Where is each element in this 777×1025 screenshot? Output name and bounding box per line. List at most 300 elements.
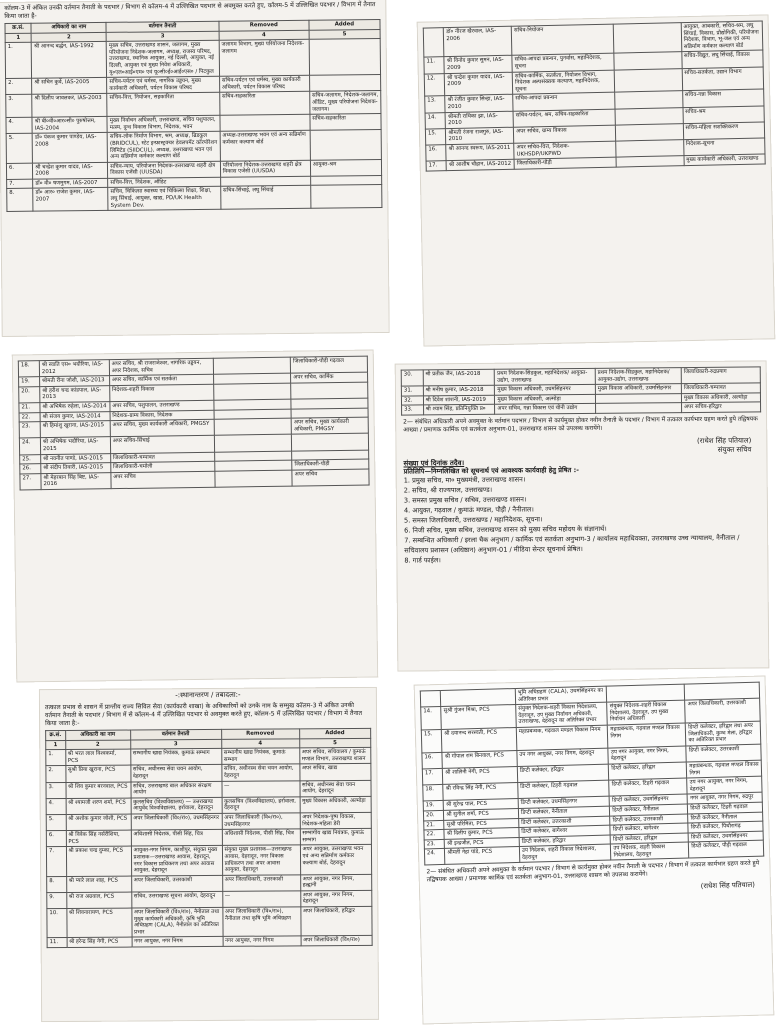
cell-sn: 24.	[19, 438, 40, 454]
cell-sn: 11.	[424, 57, 445, 74]
cell-added: उप नगर आयुक्त, नगर निगम, देहरादून	[687, 776, 762, 794]
photo4-tbody	[401, 367, 760, 415]
cell-current: सचिव-पर्यटन एवं धर्मस्व, नागरिक उड्डयन, मुख्य कार्यकारी अधिकारी, पर्यटन विकास परिषद	[107, 76, 220, 93]
photo4-paragraph: 2— संबंधित अधिकारी अपने अवमुक्त के वर्तमान पदभार / विभाग से कार्यमुक्त होकर नवीन तैनाती के पदभार / विभाग में तत्काल कार्यभार ग्रहण करते हुये तद्विषयक आख्या / प्रमाणक कार्मिक एवं सतर्कता अनुभाग-01, उत्तराखण्ड शासन को उपलब्ध करायेंगे।	[403, 415, 758, 434]
cell-current: अपर सचिव, कार्मिक एवं सतर्कता	[109, 374, 214, 385]
cell-sn: 7.	[46, 847, 66, 877]
cell-removed: संयुक्त निदेशक-शहरी विकास निदेशालय, देहरादून, उप मुख्य निर्वाचन अधिकारी	[607, 700, 686, 725]
cell-name: श्री आनन्द बर्द्धन, IAS-1992	[31, 42, 106, 79]
cell-removed	[595, 403, 681, 413]
cell-added: आयुक्त, आबकारी, सचिव-श्रम, लघु सिंचाई, विकास, प्रौद्योगिकी, परियोजना निदेशक, विभाग, भू-जल एवं अन्य सन्निर्माण कर्मकार कल्याण बोर्ड	[681, 21, 763, 52]
cell-added: सचिव-विद्युत, लघु सिंचाई, विकास	[681, 50, 763, 68]
cell-name: श्री अभिषेक रुहेला, IAS-2014	[40, 402, 110, 413]
cell-removed: डिप्टी कलेक्टर, उत्तरकाशी	[610, 814, 688, 826]
cell-sn: 12.	[424, 73, 445, 96]
cell-removed: डिप्टी कलेक्टर, हरिद्वार	[611, 833, 689, 845]
cell-name: श्री अभिषेक भदौरिया, IAS-2015	[40, 437, 110, 454]
cell-name: श्री विवेक सिंह नर्सरीशिया, PCS	[66, 830, 131, 847]
colnum: 5	[309, 29, 380, 39]
col-added: Added	[309, 20, 380, 30]
cell-current: जिलाधिकारी-चमोली	[110, 461, 215, 472]
cell-sn: 17.	[422, 768, 443, 785]
cell-current: सचिव-नियोजन	[511, 24, 613, 55]
cell-current: डिप्टी कलेक्टर, हरिद्वार	[519, 835, 611, 847]
document-photo-3	[12, 349, 379, 682]
cell-removed: अपर जिलाधिकारी (वि०/रा०), उधमसिंहनगर	[222, 813, 300, 830]
cell-sn: 19.	[19, 377, 40, 387]
col-removed: Removed	[221, 729, 299, 739]
cell-removed: सचिव-सिंचाई, लघु सिंचाई	[220, 186, 310, 210]
cell-name: श्रीमती नेहा पांडे, PCS	[445, 847, 520, 865]
photo5-tbody	[46, 748, 372, 948]
cell-name: श्री प्रतीक जैन, IAS-2018	[423, 369, 495, 386]
cell-removed: सचिव-पर्यटन एवं धर्मस्व, मुख्य कार्यकारी अधिकारी, पर्यटन विकास परिषद	[219, 75, 309, 92]
colnum: 3	[106, 31, 219, 42]
cell-removed: डिप्टी कलेक्टर, नैनीताल	[610, 804, 688, 816]
cell-sn: 18.	[18, 361, 39, 377]
photo6-tbody	[420, 682, 763, 865]
cell-removed: डिप्टी कलेक्टर, हरिद्वार	[609, 762, 687, 780]
cell-added: अपर सचिव	[292, 469, 369, 486]
list-item: 4. आयुक्त, गढ़वाल / कुमाऊं मण्डल, पौड़ी / नैनीताल।	[403, 505, 534, 515]
col-sn: क्र.सं.	[5, 23, 31, 33]
cell-current: अपर सचिव, ग्राम्य विकास	[513, 125, 615, 143]
cell-removed: प्रथम निदेशक-सिडकुल, महानिदेशक/आयुक्त-उद्योग, उत्तराखण्ड	[595, 368, 681, 385]
cell-current: अपर सचिव	[111, 471, 216, 489]
cell-added: जिलाधिकारी-पौड़ी	[292, 459, 369, 470]
cell-added: जिलाधिकारी-चम्पावत	[681, 383, 760, 393]
cell-current: सचिव, अधीनस्थ सेवा चयन आयोग, देहरादून	[130, 765, 221, 782]
cell-added: अपर जिलाधिकारी, हरिद्वार	[300, 906, 372, 936]
cell-name: श्री सुनील शर्मा, PCS	[444, 808, 519, 820]
cell-current: मुख्य विकास अधिकारी, उधमसिंहनगर	[495, 385, 596, 395]
cell-sn	[423, 28, 444, 58]
cell-name: श्री शिव कुमार बरनवाल, PCS	[65, 782, 130, 799]
list-item: 1. प्रमुख सचिव, मा० मुख्यमंत्री, उत्तराखण्ड शासन।	[403, 475, 526, 485]
table-row	[20, 469, 369, 490]
cell-added: जिलाधिकारी-रुद्रप्रयाग	[681, 367, 760, 384]
cell-sn: 5.	[46, 814, 66, 830]
cell-sn: 32.	[401, 396, 423, 406]
cell-name: श्री दिलीप कुमार, PCS	[444, 828, 519, 840]
photo3-tbody	[18, 356, 369, 490]
cell-current: महाप्रबन्धक, गढ़वाल मण्डल विकास निगम	[516, 725, 608, 750]
table-row	[5, 39, 380, 79]
cell-name: श्री श्यामजी शरण शर्मा, PCS	[66, 798, 131, 815]
cell-sn: 13.	[425, 96, 446, 113]
cell-sn: 3.	[6, 95, 32, 118]
cell-current: सचिव, उत्तराखण्ड बाल अधिकार संरक्षण आयोग	[130, 781, 221, 798]
photo6-table	[420, 682, 764, 866]
cell-name: डॉ० आर० राजेश कुमार, IAS-2007	[33, 188, 108, 212]
cell-removed: उप निदेशक, शहरी विकास निदेशालय, देहरादून	[611, 842, 689, 860]
colnum: 2	[31, 32, 106, 42]
cell-sn: 4.	[46, 798, 66, 814]
document-photo-5	[39, 687, 379, 1022]
colnum: 1	[5, 33, 31, 43]
cell-added: सचिव-जलागम, निदेशक-जलागम, ऑडिट, मुख्य परियोजना निदेशक-जलागम।	[309, 91, 380, 115]
cell-current: डिप्टी कलेक्टर, बागेश्वर	[519, 825, 611, 837]
cell-current: सचिव-आपदा प्रबन्धन, पुनर्वास, महानिदेशक, सूचना	[512, 53, 614, 71]
cell-removed	[614, 91, 682, 109]
cell-added: अपर आयुक्त, नगर निगम, हल्द्वानी	[300, 874, 372, 891]
document-photo-2	[417, 14, 776, 346]
cell-sn: 4.	[6, 117, 32, 133]
cell-removed	[220, 114, 310, 131]
cell-sn: 15.	[421, 729, 442, 752]
cell-added: महाप्रबन्धक, गढ़वाल मण्डल विकास निगम	[687, 760, 762, 778]
col-name: अधिकारी का नाम	[31, 22, 106, 32]
cell-sn: 17.	[426, 161, 447, 171]
cell-sn: 27.	[20, 473, 41, 489]
cell-sn: 33.	[402, 405, 424, 415]
cell-sn: 5.	[6, 134, 33, 164]
cell-sn: 20.	[19, 386, 40, 402]
cell-current: सचिव-आपदा प्रबन्धन	[513, 92, 615, 110]
cell-sn: 14.	[425, 112, 446, 129]
cell-current: मुख्य विकास अधिकारी, अल्मोड़ा	[495, 394, 596, 404]
cell-current: उप निदेशक, शहरी विकास निदेशालय, देहरादून	[519, 844, 611, 863]
cell-removed	[215, 470, 292, 487]
colnum: 5	[299, 738, 371, 748]
signatory-title: संयुक्त सचिव	[717, 445, 752, 454]
cell-sn: 8.	[47, 876, 67, 892]
cell-added: अपर सचिव, सचिवालय / कुमाऊं मण्डल विभाग, उत्तराखण्ड शासन	[299, 748, 371, 765]
photo2-table	[423, 20, 766, 171]
cell-current: जिलाधिकारी-चम्पावत	[110, 452, 215, 463]
cell-current: अपर सचिव, पशुपालन, उत्तराखण्ड	[110, 400, 215, 411]
cell-added: अपर सचिव, कार्मिक	[291, 372, 368, 383]
cell-name: श्री चन्द्रेश कुमार यादव, IAS-2008	[33, 162, 108, 179]
cell-added: डिप्टी कलेक्टर, पौड़ी गढ़वाल	[689, 840, 764, 858]
list-item: 6. निजी सचिव, मुख्य सचिव, उत्तराखण्ड शासन को मुख्य सचिव महोदय के संज्ञानार्थ।	[404, 524, 607, 535]
colnum: 4	[219, 30, 309, 41]
colnum: 2	[65, 740, 130, 750]
cell-current: जिलाधिकारी-पौड़ी	[514, 157, 616, 169]
cell-name: श्री आनन्द स्वरूप, IAS-2011	[446, 143, 514, 161]
photo2-tbody	[423, 21, 765, 171]
cell-name: श्री संजय कुमार, IAS-2014	[40, 411, 110, 422]
document-photo-6	[414, 675, 775, 1024]
cell-removed	[614, 68, 682, 92]
cell-current: डिप्टी कलेक्टर, हरिद्वार	[517, 764, 609, 783]
cell-added: अपर जिलाधिकारी (वि०/रा०)	[301, 936, 373, 946]
cell-sn: 22.	[424, 830, 445, 840]
cell-removed: मुख्य विकास अधिकारी, उधमसिंहनगर	[595, 384, 681, 394]
photo5-table	[45, 728, 373, 948]
cell-added: मुख्य विकास अधिकारी, अल्मोड़ा	[681, 393, 760, 403]
cell-added: अपर आयुक्त, उत्तराखण्ड भवन एवं अन्य सन्निर्माण कर्मकार कल्याण बोर्ड, देहरादून	[300, 845, 372, 875]
ref-intro: प्रतिलिपि—निम्नलिखित को सूचनार्थ एवं आवश्यक कार्यवाही हेतु प्रेषित :-	[403, 465, 579, 476]
cell-sn: 1.	[5, 42, 32, 78]
cell-removed: डिप्टी कलेक्टर, उधमसिंहनगर	[610, 794, 688, 806]
cell-sn: 19.	[423, 801, 444, 811]
cell-removed: डिप्टी कलेक्टर, बागेश्वर	[610, 823, 688, 835]
cell-name: श्री गोपाल राम बिनवाल, PCS	[442, 750, 517, 768]
cell-name: श्री हरीश चन्द्र कांडपाल, IAS-2013	[40, 385, 110, 402]
cell-removed	[614, 52, 682, 70]
cell-added: निदेशक-सूचना	[683, 138, 765, 156]
cell-current: डिप्टी कलेक्टर, नैनीताल	[518, 806, 610, 818]
cell-sn: 7.	[7, 179, 33, 189]
cell-removed: अपर जिलाधिकारी, उत्तरकाशी	[222, 875, 300, 892]
cell-current: डिप्टी कलेक्टर, उधमसिंहनगर	[518, 796, 610, 808]
cell-name: श्रीमती रंजना राजगुरु, IAS-2010	[446, 127, 514, 145]
cell-removed	[215, 434, 292, 451]
cell-sn: 16.	[422, 752, 443, 769]
cell-sn: 3.	[46, 782, 66, 798]
cell-current: निदेशक-शहरी विकास	[109, 384, 214, 402]
col-removed: Removed	[219, 20, 309, 31]
cell-removed: अपर जिलाधिकारी (वि०/रा०), नैनीताल तथा कृषि भूमि अधिग्रहण	[222, 907, 300, 937]
cell-name: श्री भरत लाल विश्वकर्मा, PCS	[65, 749, 130, 766]
signatory-name: (राधेश सिंह पतियाल)	[700, 881, 756, 891]
cell-sn: 1.	[46, 750, 66, 766]
cell-name: श्री रंजीत कुमार सिन्हा, IAS-2010	[445, 95, 513, 113]
cell-sn: 2.	[6, 78, 32, 94]
cell-removed	[615, 107, 683, 125]
cell-current: नगर आयुक्त, नगर निगम	[132, 937, 223, 947]
cell-added: मुख्य कार्यकारी अधिकारी, उत्तराखण्ड	[684, 154, 766, 165]
photo1-header: कॉलम-3 में अंकित उनकी वर्तमान तैनाती के पदभार / विभाग से कॉलम-4 में उल्लिखित पदभार से अवमुक्त करते हुए, कॉलम-5 में उल्लिखित पदभार / विभाग में तैनात किया जाता है-	[4, 1, 376, 20]
cell-added: सचिव, अधीनस्थ सेवा चयन आयोग, देहरादून	[299, 780, 371, 797]
cell-current: अपर सचिव, श्री राजराजेश्वर, नागरिक उड्डयन, अपर निदेशक, सचिव	[109, 358, 214, 376]
document-photo-4	[395, 360, 770, 671]
copy-list	[404, 472, 761, 565]
cell-current: डिप्टी कलेक्टर, टिहरी गढ़वाल	[518, 780, 610, 799]
photo3-table	[18, 356, 370, 491]
table-row	[7, 185, 382, 212]
cell-sn: 15.	[425, 128, 446, 145]
cell-name: श्री दिवेश शाशनी, IAS-2019	[423, 395, 495, 405]
list-item: 8. गार्ड फाईल।	[404, 556, 441, 565]
photo1-table	[4, 19, 382, 212]
cell-sn: 11.	[47, 938, 67, 948]
cell-added: डिप्टी कलेक्टर, उधमसिंहनगर	[688, 831, 763, 843]
cell-sn: 26.	[20, 464, 41, 474]
cell-name: श्री सचिन कुर्वे, IAS-2005	[32, 78, 107, 95]
cell-removed: —	[222, 891, 300, 908]
cell-sn	[420, 690, 441, 707]
cell-current: सचिव-कार्मिक, सतर्कता, नियोजन विभाग, निदेशक अल्पसंख्यक कल्याण, महानिदेशक, सूचना	[512, 70, 614, 95]
cell-removed: —	[221, 780, 299, 797]
cell-added: अपर आयुक्त, नगर निगम, देहरादून	[300, 890, 372, 907]
cell-sn: 21.	[424, 820, 445, 830]
cell-removed: जलागम विभाग, मुख्य परियोजना निदेशक-जलागम	[219, 39, 309, 76]
cell-sn: 8.	[7, 189, 33, 212]
photo5-header: तत्काल प्रभाव से शासन में प्रान्तीय राज्य सिविल सेवा (कार्यकारी शाखा) के अधिकारियों को उनके नाम के सम्मुख कॉलम-3 में अंकित उनकी वर्तमान तैनाती के पदभार / विभाग में से कॉलम-4 में उल्लिखित पदभार से अवमुक्त करते हुए, कॉलम-5 में उल्लिखित पदभार / विभाग में तैनात किया जाता है:-	[44, 701, 363, 728]
cell-name: श्री राज अग्रवाल, PCS	[66, 892, 131, 909]
cell-sn: 2.	[46, 766, 66, 782]
cell-sn: 23.	[19, 422, 40, 438]
col-current: वर्तमान तैनाती	[106, 21, 219, 32]
cell-sn: 31.	[401, 386, 423, 396]
cell-name: श्री चन्द्रेश कुमार यादव, IAS-2009	[445, 72, 513, 96]
table-row	[47, 906, 372, 938]
cell-added: सचिव-महिला सशक्तिकरण	[683, 122, 765, 140]
cell-added: सम्भागीय खाद्य नियंत्रक, कुमाऊं सम्भाग	[300, 828, 372, 845]
cell-sn: 10.	[47, 909, 67, 939]
cell-sn: 22.	[19, 412, 40, 422]
cell-added: सचिव-श्रम	[683, 105, 765, 123]
cell-name: श्री शालिनी नेगी, PCS	[443, 766, 518, 784]
cell-current: मुख्य निर्वाचन अधिकारी, उत्तराखण्ड, सचिव पशुपालन, मत्स्य, दुग्ध विकास विभाग, निदेशक, भवन	[107, 115, 220, 132]
cell-sn: 9.	[47, 892, 67, 908]
cell-added: डिप्टी कलेक्टर, पिथौरागढ़	[688, 821, 763, 833]
cell-name: सुश्री प्रिया खुराना, PCS	[65, 765, 130, 782]
cell-added: अपर जिलाधिकारी, उत्तरकाशी	[685, 698, 760, 723]
photo5-title: -:स्थानान्तरण / तबादला:-	[175, 690, 241, 700]
cell-removed: अधिशासी निदेशक, पीसी सिंह, चित्र	[222, 829, 300, 846]
cell-added: अपर सचिव, मुख्य कार्यकारी अधिकारी, PMGSY	[291, 417, 368, 434]
photo6-paragraph: 2— संबंधित अधिकारी अपने अवमुक्त के वर्तमान पदभार / विभाग से कार्यमुक्त होकर नवीन तैनाती के पदभार / विभाग में तत्काल कार्यभार ग्रहण करते हुये तद्विषयक आख्या / प्रमाणक कार्मिक एवं सतर्कता अनुभाग-01, उत्तराखण्ड शासन को उपलब्ध करायेंगे।	[426, 860, 760, 884]
cell-name: श्री इन्द्रजीत, PCS	[444, 837, 519, 849]
cell-added: डिप्टी कलेक्टर, उत्तरकाशी	[686, 744, 761, 762]
cell-removed: कुलसचिव (विश्वविद्यालय), हर्रावाला, देहरादून	[222, 797, 300, 814]
photo1-tbody	[5, 39, 382, 212]
cell-current: सचिव-न्याय, परियोजना निदेशक-उत्तराखण्ड शहरी क्षेत्र विकास एजेंसी (UUSDA)	[108, 161, 221, 178]
cell-added: सचिव-सतर्कता, उद्यान विभाग	[682, 67, 764, 91]
cell-sn: 21.	[19, 403, 40, 413]
cell-removed	[214, 357, 291, 374]
col-added: Added	[299, 728, 371, 738]
cell-added: डिप्टी कलेक्टर, नैनीताल	[688, 812, 763, 824]
cell-name: डॉ० पंकज कुमार पाण्डेय, IAS-2008	[32, 133, 107, 163]
cell-current: उप नगर आयुक्त, नगर निगम, देहरादून	[517, 748, 609, 767]
cell-removed: सचिव-सहकारिता	[219, 92, 309, 116]
cell-current: अपर सचिव, गन्ना विकास एवं चीनी उद्योग	[495, 404, 596, 414]
cell-added: आयुक्त-श्रम	[310, 159, 381, 176]
cell-removed	[616, 156, 684, 167]
list-item: 7. सम्बन्धित अधिकारी / इरला चैक अनुभाग / कार्मिक एवं सतर्कता अनुभाग-3 / कार्यालय महाधिवक्ता, उत्तराखण्ड उच्च न्यायालय, नैनीताल / सचिवालय प्रशासन (अधिष्ठान) अनुभाग-01 / मीडिया सेन्टर सूचनार्थ प्रेषित।	[404, 533, 740, 555]
cell-removed	[613, 23, 681, 54]
cell-name: श्री हिमांशु खुराना, IAS-2015	[40, 421, 110, 438]
cell-sn: 6.	[6, 163, 32, 179]
cell-removed: सम्भागीय खाद्य नियंत्रक, कुमाऊं सम्भाग	[221, 748, 299, 765]
cell-current: संयुक्त निदेशक-शहरी विकास निदेशालय, देहरादून, उप मुख्य निर्वाचन अधिकारी, उत्तराखण्ड, देहरादून का अतिरिक्त प्रभार	[516, 702, 608, 727]
cell-name: श्री बी०वी०आर०सी० पुरुषोत्तम, IAS-2004	[32, 117, 107, 134]
cell-sn: 25.	[20, 454, 41, 464]
cell-current: अपर सचिव-सिंचाई	[110, 436, 215, 454]
cell-name: श्रीमती रीना जोशी, IAS-2013	[39, 376, 109, 387]
cell-name: श्री दयानन्द सरस्वती, PCS	[442, 727, 517, 752]
cell-removed	[615, 123, 683, 141]
cell-added	[685, 682, 760, 700]
document-photo-1	[0, 0, 390, 337]
cell-name: सुश्री गुंजन मिश्रा, PCS	[441, 705, 516, 730]
cell-removed: उप नगर आयुक्त, नगर निगम, देहरादून	[608, 746, 686, 764]
photo4-table	[401, 366, 761, 415]
cell-added	[292, 433, 369, 450]
cell-name	[441, 689, 516, 707]
cell-current: सचिव-लोक निर्माण विभाग, श्रम, अध्यक्ष, ब्रिडकुल (BRIDCUL), स्टेट इन्फ्रास्ट्रक्चर डेवलपमेंट कॉरपोरेशन लिमिटेड (SIIDCUL), अध्यक्ष, उत्तराखण्ड भवन एवं अन्य सन्निर्माण कर्मकार कल्याण बोर्ड	[107, 132, 220, 163]
cell-added: सचिव-गन्ना विकास	[682, 89, 764, 107]
cell-added	[310, 130, 382, 160]
cell-name: श्रीमती राधिका झा, IAS-2010	[445, 111, 513, 129]
cell-current: डिप्टी कलेक्टर, उत्तरकाशी	[519, 816, 611, 828]
cell-removed: नगर आयुक्त, नगर निगम	[223, 936, 301, 946]
cell-added: अपर सचिव-हरिद्वार	[682, 402, 761, 412]
cell-current: सचिव-वित्त, नियोजन, सहकारिता	[107, 93, 220, 117]
cell-added: डिप्टी कलेक्टर, टिहरी गढ़वाल	[688, 802, 763, 814]
cell-name: श्री स्वाति एस० भदौरिया, IAS-2012	[39, 360, 109, 377]
cell-current: सचिव-वित्त, निदेशक, ऑडिट	[108, 177, 221, 188]
colnum: 3	[130, 739, 221, 749]
cell-sn: 30.	[401, 370, 423, 386]
cell-name: सुश्री परिमिता, PCS	[444, 818, 519, 830]
cell-sn: 14.	[421, 707, 442, 730]
cell-added	[291, 382, 368, 399]
cell-removed: सचिव, अधीनस्थ सेवा चयन आयोग, देहरादून	[221, 764, 299, 781]
cell-name: श्री दिलीप जावलकर, IAS-2003	[32, 94, 107, 118]
cell-current: अपर जिलाधिकारी (वि०/रा०), नैनीताल तथा मुख्य कार्यकारी अधिकारी, कृषि भूमि अधिग्रहण (CALA), नैनीताल का अतिरिक्त प्रभार	[131, 907, 222, 937]
cell-current: सचिव, उत्तराखण्ड सूचना आयोग, देहरादून	[131, 891, 222, 908]
cell-added	[309, 75, 380, 92]
cell-current: अपर जिलाधिकारी (वि०/रा०), उधमसिंहनगर	[131, 813, 222, 830]
cell-added: नगर आयुक्त, नगर निगम, रुद्रपुर	[687, 792, 762, 804]
cell-removed	[215, 418, 292, 435]
cell-name: श्री सुरेन्द्र पाल, PCS	[443, 799, 518, 811]
cell-removed	[615, 140, 683, 158]
cell-removed: डिप्टी कलेक्टर, टिहरी गढ़वाल	[609, 778, 687, 796]
cell-name: श्री मेहरबान सिंह बिष्ट, IAS-2016	[41, 472, 111, 489]
cell-current: अपर सचिव-वित्त, निदेशक-UKHSDP/UKPWD	[514, 141, 616, 159]
cell-name: श्री रविन्द्र सिंह नेगी, PCS	[443, 783, 518, 801]
cell-name: श्री अशोक कुमार जोशी, PCS	[66, 814, 131, 831]
cell-sn: 20.	[423, 810, 444, 820]
table-row	[46, 845, 371, 877]
cell-name: श्री मनीष कुमार, IAS-2018	[423, 385, 495, 395]
cell-added	[309, 39, 381, 76]
cell-current: मुख्य सचिव, उत्तराखण्ड शासन, जलागम, मुख्य परियोजना निदेशक-जलागम, अध्यक्ष, राजस्व परिषद, उत्तराखण्ड, स्थानिक आयुक्त, नई दिल्ली, आयुक्त, नई दिल्ली, आयुक्त एवं मुख्य निवेश अधिकारी, यू०एल०आई०एम० एवं यू०सी०ई०आई०एस० / पिटकुल	[106, 40, 219, 77]
cell-added: अपर सचिव, खाद्य	[299, 764, 371, 781]
signatory-name: (राधेश सिंह पतियाल)	[696, 436, 752, 445]
cell-current: अपर सचिव, मुख्य कार्यकारी अधिकारी, PMGSY	[110, 419, 215, 437]
cell-current: आयुक्त-नगर निगम, काशीपुर, संयुक्त मुख्य प्रशासक—उत्तराखण्ड आवास, देहरादून, नगर विकास प्राधिकरण तथा अपर आवास आयुक्त, देहरादून	[131, 846, 222, 876]
list-item: 2. सचिव, श्री राज्यपाल, उत्तराखण्ड।	[403, 485, 493, 495]
cell-name: श्री नवनीत पाण्डे, IAS-2015	[41, 453, 111, 464]
photo4-signature	[395, 434, 767, 459]
cell-name: श्री प्यारे लाल शाह, PCS	[66, 876, 131, 893]
list-item: 3. समस्त प्रमुख सचिव / सचिव, उत्तराखण्ड शासन।	[403, 495, 527, 505]
table-row	[47, 936, 372, 948]
cell-name: श्री हरेन्द्र सिंह नेगी, PCS	[67, 937, 132, 947]
cell-current: भूमि अधिग्रहण (CALA), उधमसिंहनगर का अतिरिक्त प्रभार	[515, 686, 607, 705]
cell-sn: 6.	[46, 831, 66, 847]
cell-current: सचिव, चिकित्सा स्वास्थ्य एवं चिकित्सा शिक्षा, शिक्षा, लघु सिंचाई, आयुक्त, खाद्य, PD/UK Health System Dev.	[108, 187, 221, 211]
cell-added	[310, 185, 381, 209]
col-sn: क्र.सं.	[46, 731, 66, 741]
cell-added: सचिव-सहकारिता	[310, 114, 381, 131]
cell-removed: संयुक्त मुख्य प्रशासक—उत्तराखण्ड आवास, देहरादून, नगर विकास प्राधिकरण तथा अपर आवास आयुक्त, देहरादून	[222, 845, 300, 875]
cell-name: श्री शिवनारायण, PCS	[66, 908, 131, 938]
cell-sn: 16.	[426, 145, 447, 162]
cell-current: कुलसचिव (विश्वविद्यालय) — उत्तराखण्ड आयुर्वेद विश्वविद्यालय, हर्रावाला, देहरादून	[131, 797, 222, 814]
cell-name: डॉ० नीरज खैरवाल, IAS-2006	[444, 26, 512, 57]
cell-current: अपर जिलाधिकारी, उत्तरकाशी	[131, 875, 222, 892]
cell-removed: अध्यक्ष-उत्तराखण्ड भवन एवं अन्य सन्निर्माण कर्मकार कल्याण बोर्ड	[220, 131, 310, 161]
colnum: 4	[221, 738, 299, 748]
cell-sn: 18.	[423, 785, 444, 802]
cell-added: अपर निदेशक-पुष्प विकास, निदेशक-महिला डेरी	[300, 812, 372, 829]
table-row	[6, 130, 381, 163]
cell-current: प्रथम निदेशक-सिडकुल, महानिदेशक/ आयुक्त-उद्योग, उत्तराखण्ड	[495, 368, 596, 385]
cell-name: श्री श्याम सिंह, प्रतिनियुक्ति प्र०	[423, 405, 495, 415]
cell-added: जिलाधिकारी-पौड़ी गढ़वाल	[290, 356, 367, 373]
cell-added: डिप्टी कलेक्टर, हरिद्वार तथा अपर जिलाधिकारी, कुम्भ मेला, हरिद्वार का अतिरिक्त प्रभार	[686, 721, 761, 746]
col-name: अधिकारी का नाम	[65, 730, 130, 740]
cell-name: श्री संदीप तिवारी, IAS-2015	[41, 463, 111, 474]
